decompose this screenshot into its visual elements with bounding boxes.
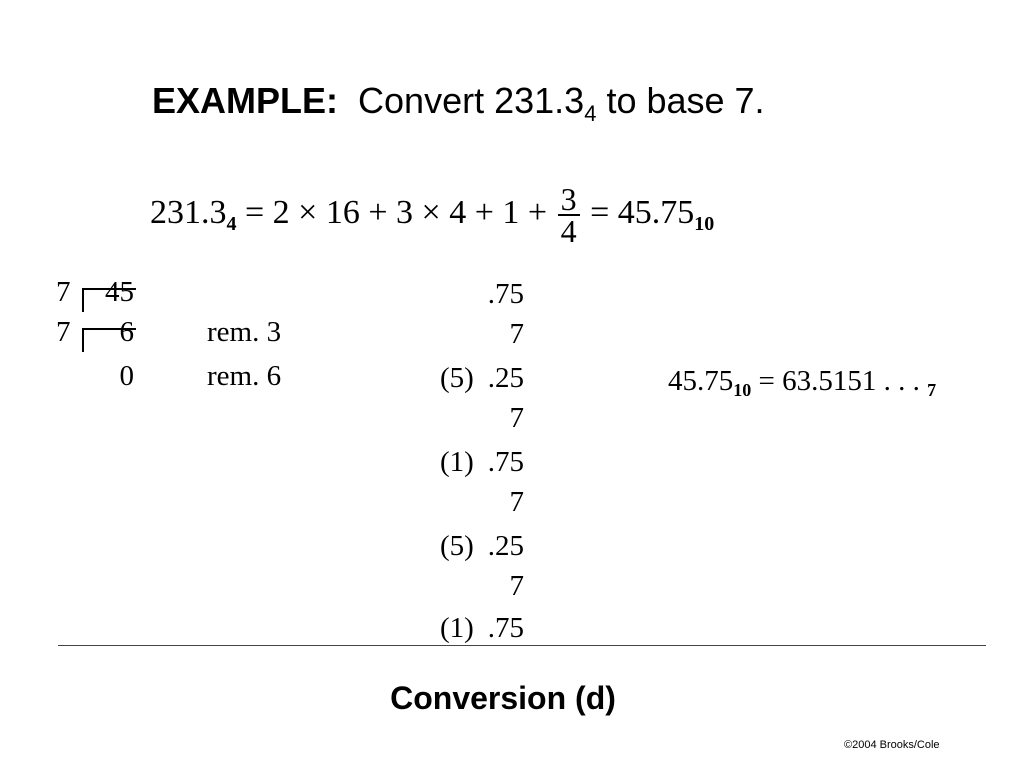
equation-expression: = 2 × 16 + 3 × 4 + 1 + [236, 193, 556, 231]
fraction-value: .75 [487, 278, 524, 310]
carry-digit: (5) [440, 530, 474, 562]
equation-rhs: = 45.75 [581, 193, 695, 231]
division-dividend: 45 [105, 276, 134, 308]
title-text-b: to base 7. [596, 80, 765, 121]
fraction-denominator: 4 [560, 213, 577, 249]
title-base-subscript: 4 [584, 101, 597, 126]
equation-lhs-subscript: 4 [226, 212, 237, 235]
result-lhs: 45.75 [668, 365, 734, 397]
equation-lhs: 231.3 [150, 193, 227, 231]
fraction-numerator: 3 [558, 184, 580, 216]
division-remainder: rem. 3 [207, 316, 282, 348]
title-text-a: Convert 231.3 [358, 80, 585, 121]
fraction-value: .25 [487, 362, 524, 394]
result-rhs-subscript: 7 [927, 380, 937, 400]
section-title: Conversion (d) [390, 680, 616, 716]
division-quotient: 0 [119, 360, 134, 392]
multiplier: 7 [509, 570, 524, 602]
fraction-value: .75 [487, 612, 524, 644]
division-divisor: 7 [56, 316, 71, 348]
carry-digit: (1) [440, 612, 474, 644]
copyright-notice: ©2004 Brooks/Cole [844, 739, 940, 751]
fraction-value: .25 [487, 530, 524, 562]
division-remainder: rem. 6 [207, 360, 282, 392]
fraction [558, 181, 580, 249]
multiplier: 7 [509, 486, 524, 518]
expansion-equation [150, 181, 715, 249]
division-divisor: 7 [56, 276, 71, 308]
multiplier: 7 [509, 402, 524, 434]
horizontal-divider [58, 645, 986, 646]
carry-digit: (5) [440, 362, 474, 394]
carry-digit: (1) [440, 446, 474, 478]
fraction-value: .75 [487, 446, 524, 478]
slide-title [152, 78, 765, 124]
multiplier: 7 [509, 318, 524, 350]
example-label: EXAMPLE: [152, 80, 339, 121]
result-rhs: = 63.5151 . . . [751, 365, 928, 397]
division-dividend: 6 [119, 316, 134, 348]
equation-rhs-subscript: 10 [694, 212, 715, 235]
result-lhs-subscript: 10 [733, 380, 752, 400]
conversion-result [668, 364, 936, 398]
